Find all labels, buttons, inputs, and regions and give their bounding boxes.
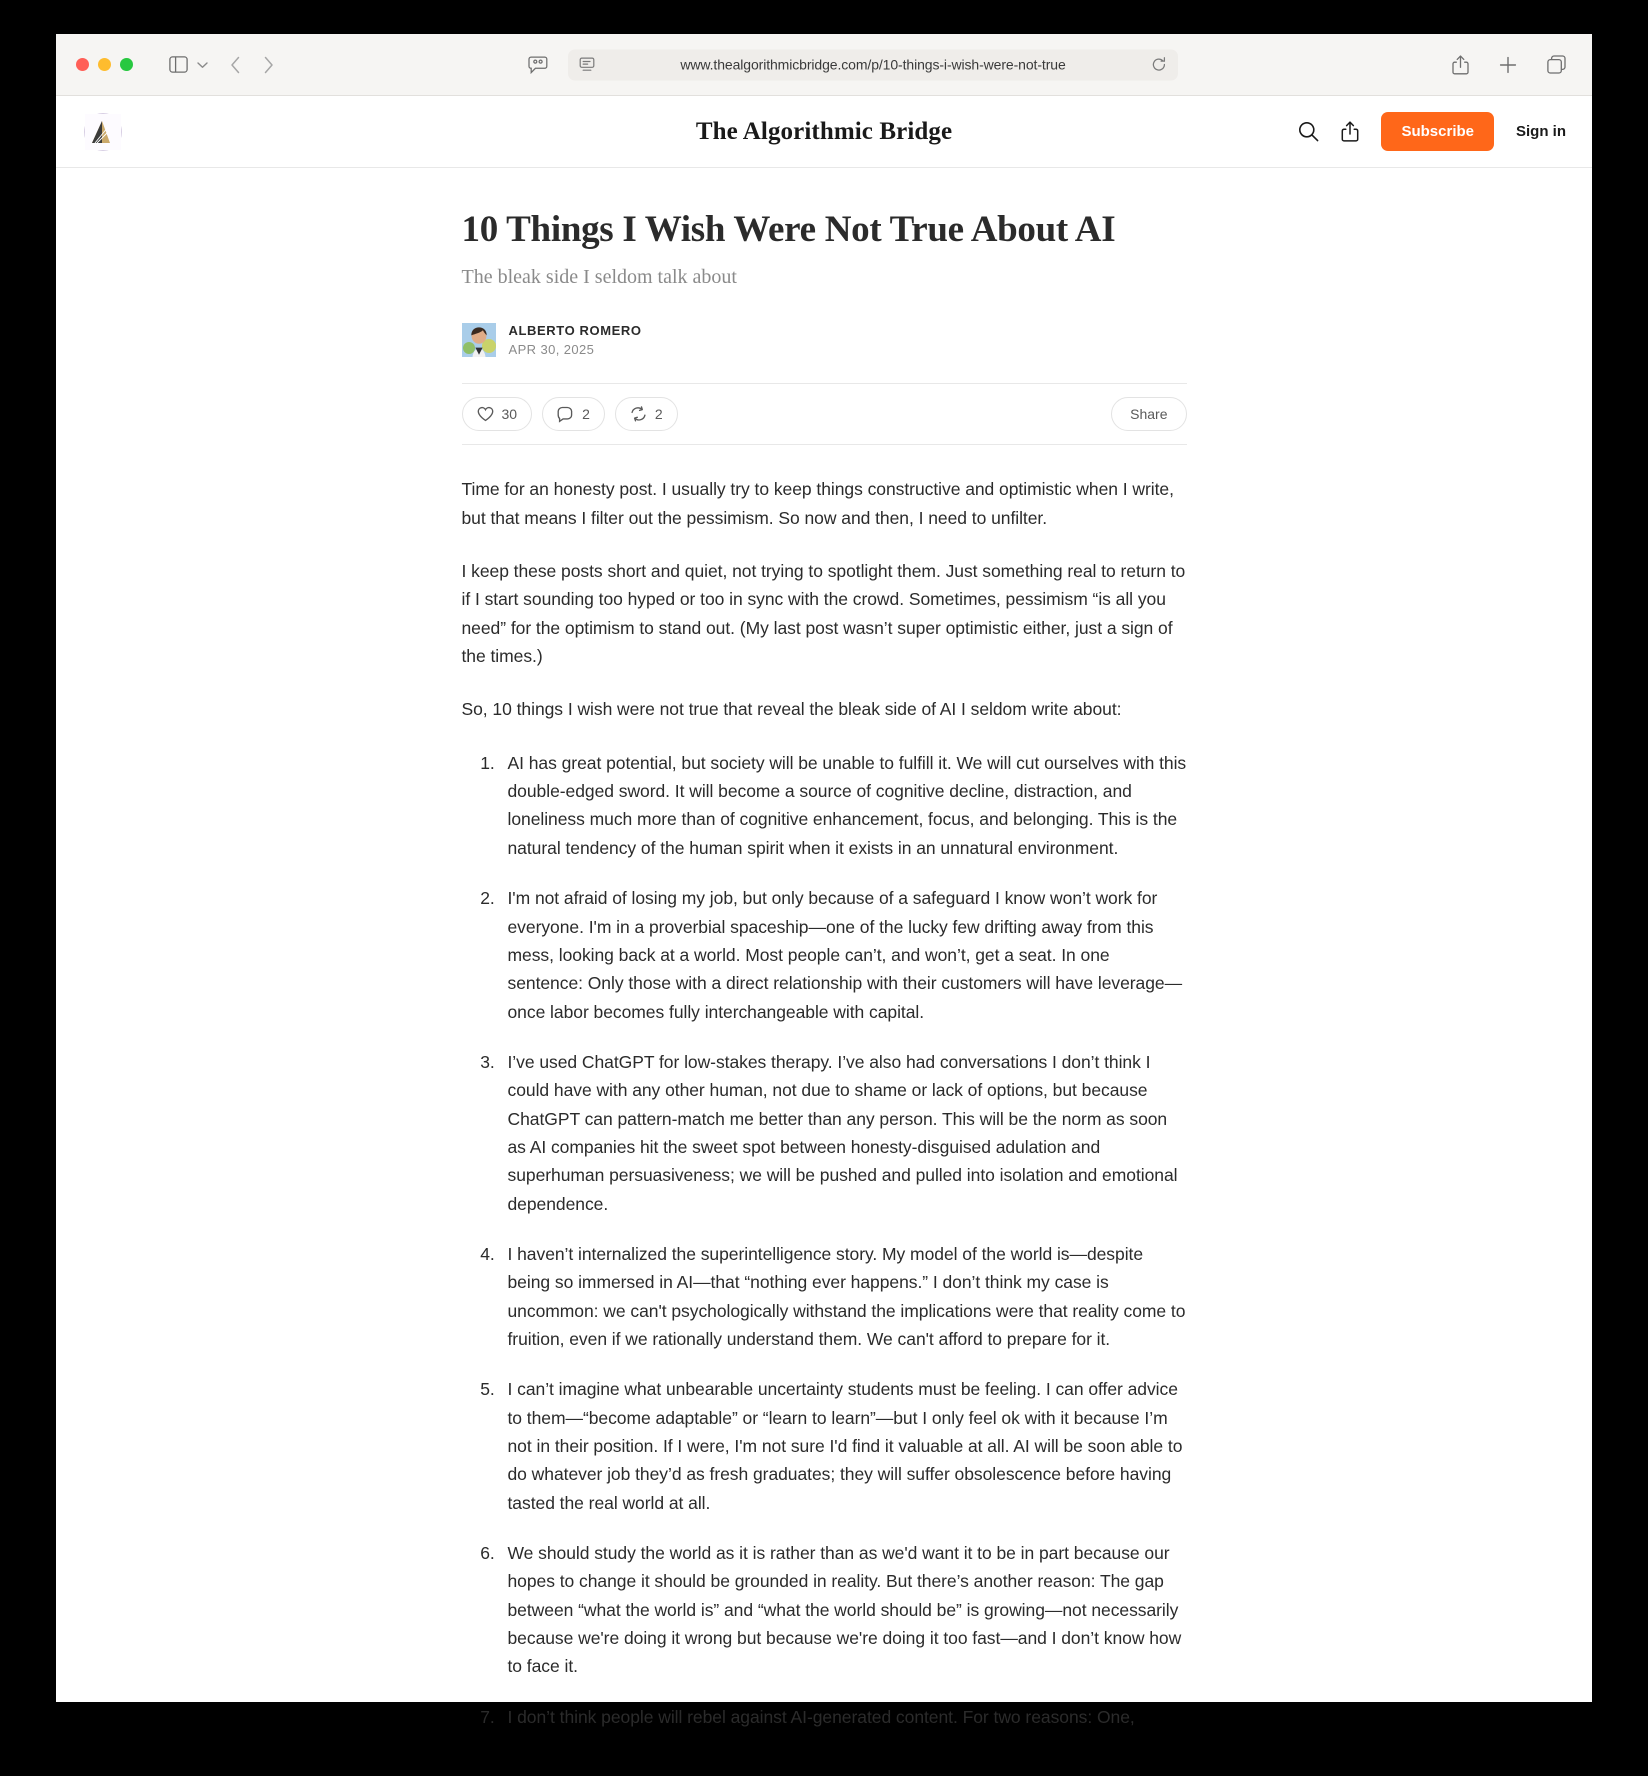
site-header-actions — [1298, 112, 1566, 151]
share-button[interactable]: Share — [1111, 397, 1186, 431]
browser-toolbar — [56, 34, 1592, 96]
byline-text — [509, 323, 642, 357]
plus-icon[interactable] — [1499, 56, 1517, 74]
minimize-window-button[interactable] — [98, 58, 111, 71]
list-item: 4. I haven’t internalized the superintelligence story. My model of the world is—despite being so immersed in AI—that “nothing ever happens.” I don’t think my case is uncommon: we can't psychologically withstand the implications were that reality come to fruition, even if we rationally understand them. We can't afford to prepare for it. — [500, 1240, 1187, 1353]
restack-button[interactable] — [615, 397, 678, 431]
post-body — [462, 475, 1187, 1731]
article — [462, 168, 1187, 1731]
author-name[interactable]: ALBERTO ROMERO — [508, 323, 642, 339]
body-paragraph: Time for an honesty post. I usually try to keep things constructive and optimistic when I write, but that means I filter out the pessimism. So now and then, I need to unfilter. — [461, 479, 1174, 528]
list-item: 6. We should study the world as it is rather than as we'd want it to be in part because our hopes to change it should be grounded in reality. But there’s another reason: The gap between “what the world is” and “what the world should be” is growing—not necessarily because we're doing it wrong but because we're doing it too fast—and I don’t know how to face it. — [500, 1539, 1187, 1681]
list-item: 7. I don’t think people will rebel against AI-generated content. For two reasons: One, — [500, 1703, 1187, 1731]
sidebar-icon[interactable] — [169, 56, 188, 73]
forward-chevron-icon[interactable] — [263, 56, 274, 74]
url-text[interactable]: www.thealgorithmicbridge.com/p/10-things-i-wish-were-not-true — [680, 56, 1066, 73]
translate-icon[interactable] — [528, 55, 548, 74]
list-item: 5. I can’t imagine what unbearable uncertainty students must be feeling. I can offer advice to them—“become adaptable” or “learn to learn”—but I only feel ok with it because I’m not in their position. If I were, I'm not sure I'd find it valuable at all. AI will be soon able to do whatever job they’d as fresh graduates; they will suffer obsolescence before having tasted the real world at all. — [500, 1375, 1187, 1517]
chevron-down-icon[interactable] — [197, 61, 208, 69]
share-icon[interactable] — [1341, 121, 1359, 142]
numbered-list — [466, 749, 1187, 1731]
tab-overview-icon[interactable] — [1547, 55, 1566, 74]
maximize-window-button[interactable] — [120, 58, 133, 71]
engagement-bar — [462, 383, 1187, 445]
post-date: APR 30, 2025 — [508, 342, 595, 358]
byline — [462, 323, 1187, 357]
list-item: 1. AI has great potential, but society will be unable to fulfill it. We will cut ourselves with this double-edged sword. It will become a source of cognitive decline, distraction, and loneliness much more than of cognitive enhancement, focus, and belonging. This is the natural tendency of the human spirit when it exists in an unnatural environment. — [500, 749, 1187, 862]
comment-button[interactable] — [542, 397, 605, 431]
avatar[interactable] — [462, 323, 496, 357]
page-title: 10 Things I Wish Were Not True About AI — [461, 209, 1116, 250]
browser-window — [56, 34, 1592, 1727]
window-traffic-lights — [76, 58, 133, 71]
page-scroll-area[interactable] — [56, 168, 1592, 1727]
like-button[interactable] — [462, 397, 533, 431]
toolbar-right-actions — [1452, 55, 1566, 75]
share-icon[interactable] — [1452, 55, 1469, 75]
search-icon[interactable] — [1298, 121, 1319, 142]
site-title[interactable]: The Algorithmic Bridge — [695, 117, 953, 145]
restack-count: 2 — [654, 406, 663, 423]
page-settings-icon[interactable] — [579, 57, 595, 73]
back-chevron-icon[interactable] — [230, 56, 241, 74]
body-paragraph: I keep these posts short and quiet, not trying to spotlight them. Just something real to return to if I start sounding too hyped or too in sync with the crowd. Sometimes, pessimism “is all you need” for the optimism to stand out. (My last post wasn’t super optimistic either, just a sign of the times.) — [461, 561, 1186, 667]
list-item: 2. I'm not afraid of losing my job, but only because of a safeguard I know won’t work for everyone. I'm in a proverbial spaceship—one of the lucky few drifting away from this mess, looking back at a world. Most people can’t, and won’t, get a seat. In one sentence: Only those with a direct relationship with their customers will have leverage—once labor becomes fully interchangeable with capital. — [500, 884, 1187, 1026]
reload-icon[interactable] — [1151, 57, 1167, 73]
subscribe-button[interactable]: Subscribe — [1381, 112, 1494, 151]
like-count: 30 — [501, 406, 518, 423]
list-item: 3. I’ve used ChatGPT for low-stakes therapy. I’ve also had conversations I don’t think I could have with any other human, not due to shame or lack of options, but because ChatGPT can pattern-match me better than any person. This will be the norm as soon as AI companies hit the sweet spot between honesty-disguised adulation and superhuman persuasiveness; we will be pushed and pulled into isolation and emotional dependence. — [500, 1048, 1187, 1218]
post-subtitle: The bleak side I seldom talk about — [461, 266, 737, 289]
site-header — [56, 96, 1592, 168]
body-paragraph: So, 10 things I wish were not true that reveal the bleak side of AI I seldom write about: — [461, 699, 1122, 720]
close-window-button[interactable] — [76, 58, 89, 71]
address-bar[interactable] — [568, 49, 1178, 80]
comment-count: 2 — [582, 406, 590, 423]
signin-link[interactable]: Sign in — [1516, 123, 1566, 140]
